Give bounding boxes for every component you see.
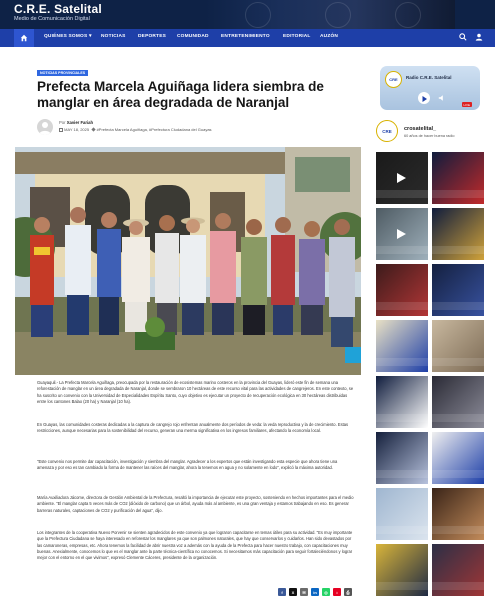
author-name[interactable]: Xavier Fariah: [66, 120, 94, 125]
instagram-post-thumbnail[interactable]: [376, 208, 428, 260]
nav-item-quienes-somos[interactable]: QUIÉNES SOMOS ▾: [44, 34, 92, 39]
article-paragraph: Guayaquil.- La Prefecta Marcela Aguiñaga, preocupada por la restauración de ecosistemas marino costeros en la provincia del Guayas, lideró este fin de semana una reforestación de manglar en un área degradada de Naranjal, donde se sembraron 10 hectáreas de este recurso vital para las actividades de cangrejeros. En este contexto, se ha suscrito un convenio con la Universidad de Especialidades Espíritu Santo, cuyo objetivo es ejecutar un proyecto de recuperación ecológica en 30 hectáreas distribuidas entre los cantones Balao (20 ha) y Naranjal (10 ha).: [37, 380, 354, 404]
instagram-grid: [376, 152, 486, 600]
banner-ring: [245, 2, 271, 28]
thumbnail-caption-bar: [432, 526, 484, 534]
article-date: MAY 18, 2025: [64, 127, 90, 132]
instagram-avatar[interactable]: CRE: [376, 120, 398, 142]
thumbnail-caption-bar: [432, 358, 484, 366]
nav-item-editorial[interactable]: EDITORIAL: [283, 34, 311, 39]
email-share-icon[interactable]: ✉: [300, 588, 308, 596]
radio-logo: CRE: [385, 71, 402, 88]
search-icon[interactable]: [459, 33, 467, 41]
instagram-bio: 60 años de hacer buena radio: [404, 134, 455, 138]
site-title[interactable]: C.R.E. Satelital: [14, 2, 102, 16]
author-row: [37, 119, 357, 137]
thumbnail-caption-bar: [432, 302, 484, 310]
instagram-post-thumbnail[interactable]: [376, 264, 428, 316]
thumbnail-caption-bar: [432, 582, 484, 590]
main-nav: [0, 29, 495, 47]
thumbnail-caption-bar: [432, 190, 484, 198]
nav-item-deportes[interactable]: DEPORTES: [138, 34, 166, 39]
site-subtitle: Medio de Comunicación Digital: [14, 16, 90, 22]
share-buttons: [278, 588, 352, 596]
nav-item-noticias[interactable]: NOTICIAS: [101, 34, 126, 39]
thumbnail-caption-bar: [376, 302, 428, 310]
instagram-post-thumbnail[interactable]: [432, 432, 484, 484]
thumbnail-caption-bar: [376, 582, 428, 590]
video-play-icon: [397, 173, 406, 183]
thumbnail-caption-bar: [376, 358, 428, 366]
thumbnail-caption-bar: [432, 470, 484, 478]
calendar-icon: [59, 128, 63, 132]
nav-tools: [459, 33, 483, 41]
author-byline: Por Xavier Fariah: [59, 120, 94, 125]
article-title: Prefecta Marcela Aguiñaga lidera siembra de manglar en área degradada de Naranjal: [37, 79, 324, 110]
print-share-icon[interactable]: ⎙: [344, 588, 352, 596]
facebook-share-icon[interactable]: f: [278, 588, 286, 596]
article-paragraph: "Este convenio nos permite dar capacitación, investigación y siembra del manglar. Agradecer a los expertos que están investigando esta especie que ahora tiene una amenaza y por eso es tan cambiado la forma de mantener las raíces del manglar, ahora la tenemos en agua y no solamente en lodo", explicó la máxima autoridad.: [37, 459, 338, 471]
user-silhouette-icon: [37, 119, 53, 135]
whatsapp-share-icon[interactable]: ◎: [322, 588, 330, 596]
instagram-post-thumbnail[interactable]: [432, 208, 484, 260]
thumbnail-caption-bar: [376, 470, 428, 478]
chevron-down-icon: ▾: [88, 34, 92, 39]
pinterest-share-icon[interactable]: ⌂: [333, 588, 341, 596]
nav-item-auzon[interactable]: AUZÓN: [320, 34, 339, 39]
site-header: [0, 0, 495, 29]
instagram-post-thumbnail[interactable]: [376, 320, 428, 372]
instagram-post-thumbnail[interactable]: [376, 488, 428, 540]
banner-ring: [395, 2, 421, 28]
radio-player-widget: [380, 66, 480, 110]
video-play-icon: [397, 229, 406, 239]
instagram-post-thumbnail[interactable]: [432, 264, 484, 316]
instagram-handle[interactable]: crosatelital_: [404, 126, 437, 132]
category-badge[interactable]: NOTICIAS PROVINCIALES: [37, 70, 88, 76]
nav-home-button[interactable]: [14, 29, 34, 47]
instagram-post-thumbnail[interactable]: [432, 152, 484, 204]
article-paragraph: Los integrantes de la cooperativa Nuevo Porvenir se sienten agradecidos de este convenio ya que lograron capacitarse en temas útiles para su actividad. "Es muy importante que la Prefectura Ciudadana se haya interesado en reforestar los manglares ya que son palmones naturales, que hay que conservarlos y cuidarlos. Han sido devastados por las camaroneras, empresas, etc. Ahora tenemos la facilidad de abrir nuestra voz a además con la ayuda de la Prefecta para hacer nuestro trabajo, con capacitaciones muy buenas. Anexialmente, conocemos lo que es el manglar ante la parte técnica-científica no conocemos. Si necesitamos más capacitación para seguir fortaleciéndonos y lograr mejor con el entorno en el que vivimos", expresó Clemente Cáceres, presidente de la organización.: [37, 530, 353, 561]
thumbnail-caption-bar: [376, 190, 428, 198]
article-tags[interactable]: #Prefecta Marcela Aguiñaga, #Prefectura Ciudadana del Guayas: [96, 127, 212, 132]
thumbnail-caption-bar: [376, 526, 428, 534]
instagram-post-thumbnail[interactable]: [376, 432, 428, 484]
article-paragraph: María Auxiliadora Jácome, directora de Gestión Ambiental de la Prefectura, resaltó la importancia de ejecutar este proyecto, sosteniendo en hechos importantes para el medio ambiente. "El manglar capta 5 veces más de CO2 (dióxido de carbono) que un árbol, ayuda más al ambiente, es una gran ventaja y estamos trabajando en eso. Es generar barreras naturales, captaciones de CO2 y purificación del agua", dijo.: [37, 495, 354, 513]
linkedin-share-icon[interactable]: in: [311, 588, 319, 596]
article-paragraph: En Guayas, las comunidades costeras dedicadas a la captura de cangrejo rojo enfrentan anualmente dos períodos de veda: la veda reproductiva y la de crecimiento. Estas restricciones, aunque necesarias para la sostenibilidad del recurso, generan una merma significativa en los ingresos familiares, afectando la economía local.: [37, 422, 349, 434]
radio-play-button[interactable]: [418, 92, 430, 104]
x-share-icon[interactable]: X: [289, 588, 297, 596]
instagram-post-thumbnail[interactable]: [376, 544, 428, 596]
instagram-post-thumbnail[interactable]: [376, 152, 428, 204]
banner-ring: [325, 2, 351, 28]
author-avatar[interactable]: [37, 119, 53, 135]
thumbnail-caption-bar: [376, 246, 428, 254]
live-badge: LIVE: [463, 102, 471, 107]
instagram-post-thumbnail[interactable]: [376, 376, 428, 428]
instagram-post-thumbnail[interactable]: [432, 320, 484, 372]
volume-icon[interactable]: [438, 94, 446, 102]
header-banner-art: [205, 0, 455, 29]
nav-item-comunidad[interactable]: COMUNIDAD: [177, 34, 209, 39]
play-icon: [418, 93, 430, 105]
article-feature-photo[interactable]: [15, 147, 361, 375]
article-meta: [59, 127, 212, 132]
thumbnail-caption-bar: [432, 414, 484, 422]
thumbnail-caption-bar: [376, 414, 428, 422]
home-icon: [20, 34, 28, 42]
nav-item-entretenimiento[interactable]: ENTRETENIMIENTO: [221, 34, 270, 39]
radio-title: Radio C.R.E. Satelital: [406, 75, 452, 80]
instagram-post-thumbnail[interactable]: [432, 488, 484, 540]
user-icon[interactable]: [475, 33, 483, 41]
instagram-post-thumbnail[interactable]: [432, 376, 484, 428]
instagram-post-thumbnail[interactable]: [432, 544, 484, 596]
tag-icon: [92, 128, 96, 132]
thumbnail-caption-bar: [432, 246, 484, 254]
group-photo-illustration: [15, 147, 361, 375]
